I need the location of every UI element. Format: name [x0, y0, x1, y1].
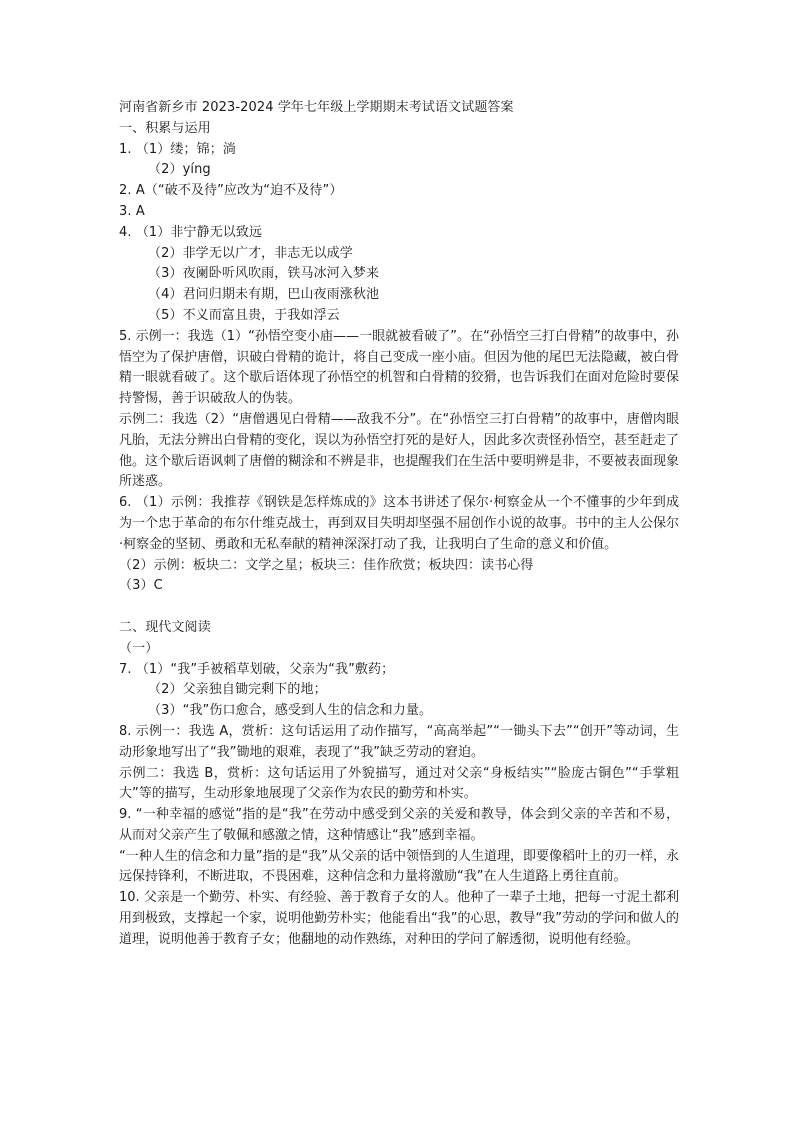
answer-8-example-2: 示例二：我选 B，赏析：这句话运用了外貌描写，通过对父亲“身板结实”“脸庞古铜色”“手掌粗大”等的描写，生动形象地展现了父亲作为农民的勤劳和朴实。 [119, 765, 679, 802]
subsection-heading-1: （一） [119, 640, 159, 656]
answer-4-line-5: （5）不义而富且贵，于我如浮云 [148, 307, 340, 323]
answer-1-line-2: （2）yíng [148, 162, 211, 178]
answer-7-line-2: （2）父亲独自锄完剩下的地； [148, 682, 327, 698]
answer-5-example-1: 5. 示例一：我选（1）“孙悟空变小庙——一眼就被看破了”。在“孙悟空三打白骨精”的故事中，孙悟空为了保护唐僧，识破白骨精的诡计，将自己变成一座小庙。但因为他的尾巴无法隐藏，被白骨精一眼就看破了。这个歇后语体现了孙悟空的机智和白骨精的狡猾，也告诉我们在面对危险时要保持警惕，善于识破敌人的伪装。 [119, 328, 679, 407]
answer-10: 10. 父亲是一个勤劳、朴实、有经验、善于教育子女的人。他种了一辈子土地，把每一寸泥土都利用到极致，支撑起一个家，说明他勤劳朴实；他能看出“我”的心思，教导“我”劳动的学问和做人的道理，说明他善于教育子女；他翻地的动作熟练，对种田的学问了解透彻，说明他有经验。 [119, 890, 679, 947]
section-heading-2: 二、现代文阅读 [119, 619, 211, 635]
answer-6-part-2: （2）示例：板块二：文学之星；板块三：佳作欣赏；板块四：读书心得 [119, 557, 534, 573]
answer-4-line-1: 4. （1）非宁静无以致远 [119, 224, 263, 240]
answer-8-example-1: 8. 示例一：我选 A，赏析：这句话运用了动作描写，“高高举起”“一锄头下去”“创开”等动词，生动形象地写出了“我”锄地的艰难，表现了“我”缺乏劳动的窘迫。 [119, 723, 679, 760]
section-heading-1: 一、积累与运用 [119, 120, 211, 136]
answer-5-example-2: 示例二：我选（2）“唐僧遇见白骨精——敌我不分”。在“孙悟空三打白骨精”的故事中，唐僧肉眼凡胎，无法分辨出白骨精的变化，误以为孙悟空打死的是好人，因此多次责怪孙悟空，甚至赶走了他。这个歇后语讽刺了唐僧的糊涂和不辨是非，也提醒我们在生活中要明辨是非，不要被表面现象所迷惑。 [119, 411, 679, 490]
answer-2: 2. A（“破不及待”应改为“迫不及待”） [119, 183, 343, 199]
answer-4-line-4: （4）君问归期未有期，巴山夜雨涨秋池 [148, 287, 380, 303]
answer-1-line-1: 1. （1）缕；锦；淌 [119, 141, 236, 157]
answer-6-part-3: （3）C [119, 578, 163, 594]
answer-4-line-2: （2）非学无以广才，非志无以成学 [148, 245, 353, 261]
answer-6-part-1: 6. （1）示例：我推荐《钢铁是怎样炼成的》这本书讲述了保尔·柯察金从一个不懂事的少年到成为一个忠于革命的布尔什维克战士，再到双目失明却坚强不屈创作小说的故事。书中的主人公保尔·柯察金的坚韧、勇敢和无私奉献的精神深深打动了我，让我明白了生命的意义和价值。 [119, 495, 679, 552]
blank-line [119, 597, 679, 618]
answer-4-line-3: （3）夜阑卧听风吹雨，铁马冰河入梦来 [148, 266, 380, 282]
answer-7-line-1: 7. （1）“我”手被稻草划破，父亲为“我”敷药； [119, 661, 395, 677]
answer-9-part-2: “一种人生的信念和力量”指的是“我”从父亲的话中领悟到的人生道理，即要像稻叶上的刃一样，永远保持锋利，不断进取，不畏困难，这种信念和力量将激励“我”在人生道路上勇往直前。 [119, 848, 679, 885]
answer-9-part-1: 9. “一种幸福的感觉”指的是“我”在劳动中感受到父亲的关爱和教导，体会到父亲的辛苦和不易，从而对父亲产生了敬佩和感激之情，这种情感让“我”感到幸福。 [119, 807, 679, 843]
answer-document [119, 98, 679, 951]
answer-3: 3. A [119, 203, 145, 219]
answer-7-line-3: （3）“我”伤口愈合，感受到人生的信念和力量。 [148, 703, 433, 719]
document-title: 河南省新乡市 2023-2024 学年七年级上学期期末考试语文试题答案 [119, 100, 514, 115]
